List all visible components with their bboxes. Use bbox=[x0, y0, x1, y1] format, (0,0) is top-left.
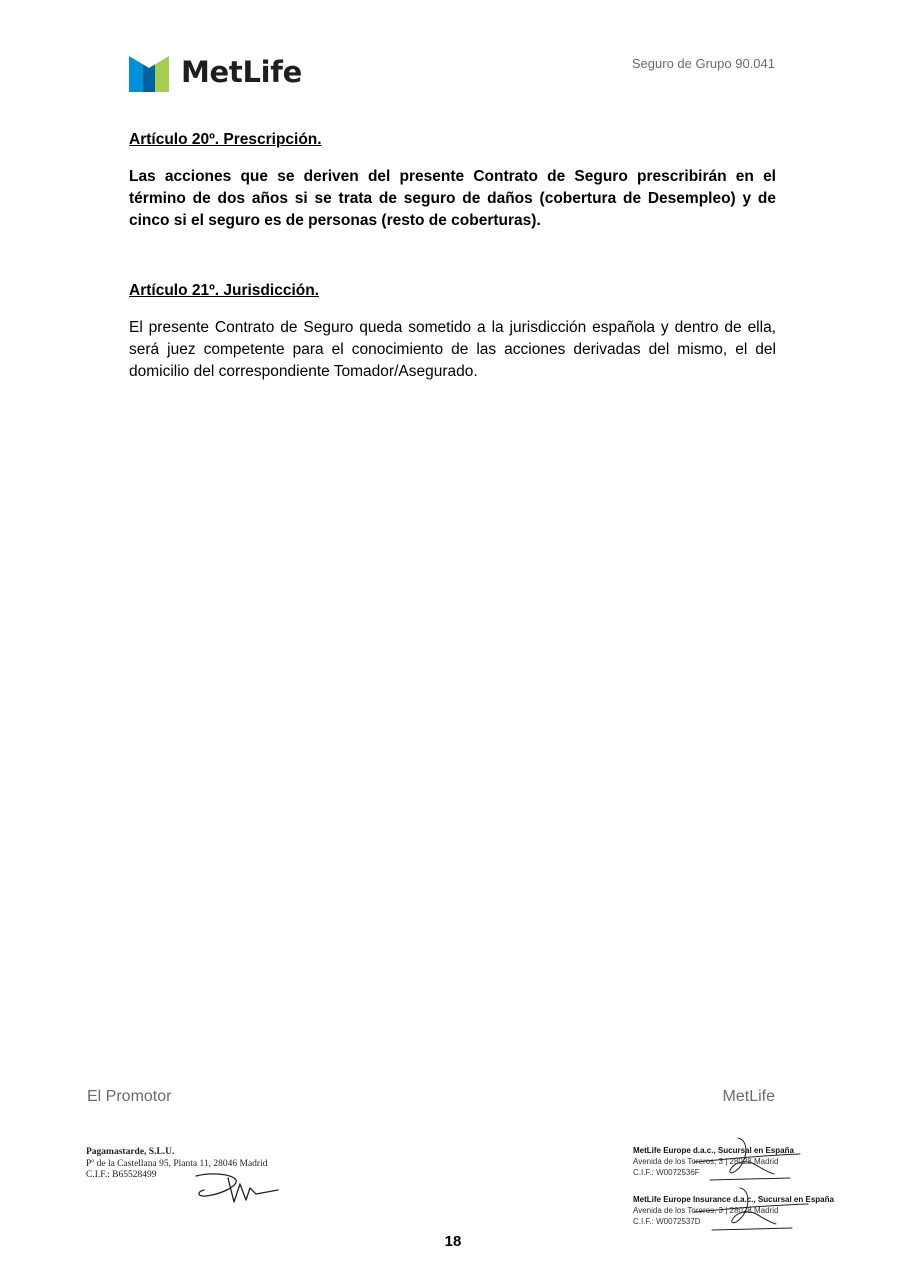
promotor-stamp-name: Pagamastarde, S.L.U. bbox=[86, 1147, 175, 1157]
policy-reference: Seguro de Grupo 90.041 bbox=[631, 56, 775, 71]
promotor-stamp-cif: C.I.F.: B65528499 bbox=[86, 1170, 157, 1180]
metlife-label: MetLife bbox=[722, 1088, 775, 1105]
promotor-stamp-address: Pº de la Castellana 95, Planta 11, 28046 Madrid bbox=[86, 1158, 268, 1169]
metlife-europe-stamp-name: MetLife Europe d.a.c., Sucursal en España bbox=[633, 1146, 794, 1155]
article-21-body: El presente Contrato de Seguro queda sometido a la jurisdicción española y dentro de ella, será juez competente para el conocimiento de las acciones derivadas del mismo, el del domicilio del correspondiente Tomador/Asegurado. bbox=[129, 319, 776, 380]
article-21 bbox=[129, 282, 776, 383]
metlife-europe-stamp-address: Avenida de los Toreros, 3 | 28028 Madrid bbox=[633, 1157, 779, 1166]
article-20 bbox=[129, 131, 776, 232]
article-20-body: Las acciones que se deriven del presente Contrato de Seguro prescribirán en el término de dos años si se trata de seguro de daños (cobertura de Desempleo) y de cinco si el seguro es de personas (resto de coberturas). bbox=[129, 168, 776, 229]
metlife-insurance-stamp-address: Avenida de los Toreros, 3 | 28028 Madrid bbox=[633, 1206, 779, 1215]
metlife-europe-stamp-cif: C.I.F.: W0072536F bbox=[633, 1168, 700, 1177]
article-20-title: Artículo 20º. Prescripción. bbox=[129, 131, 322, 148]
metlife-logo bbox=[129, 52, 302, 92]
promotor-signature-icon bbox=[192, 1170, 282, 1206]
metlife-insurance-stamp-name: MetLife Europe Insurance d.a.c., Sucursal en España bbox=[633, 1195, 834, 1204]
promotor-label: El Promotor bbox=[87, 1088, 172, 1105]
metlife-insurance-stamp-cif: C.I.F.: W0072537D bbox=[633, 1217, 701, 1226]
metlife-logo-text: MetLife bbox=[181, 55, 302, 89]
article-21-title: Artículo 21º. Jurisdicción. bbox=[129, 282, 319, 299]
metlife-logo-mark-icon bbox=[129, 52, 169, 92]
metlife-signatures-icon bbox=[690, 1134, 810, 1234]
page-number: 18 bbox=[444, 1233, 462, 1250]
